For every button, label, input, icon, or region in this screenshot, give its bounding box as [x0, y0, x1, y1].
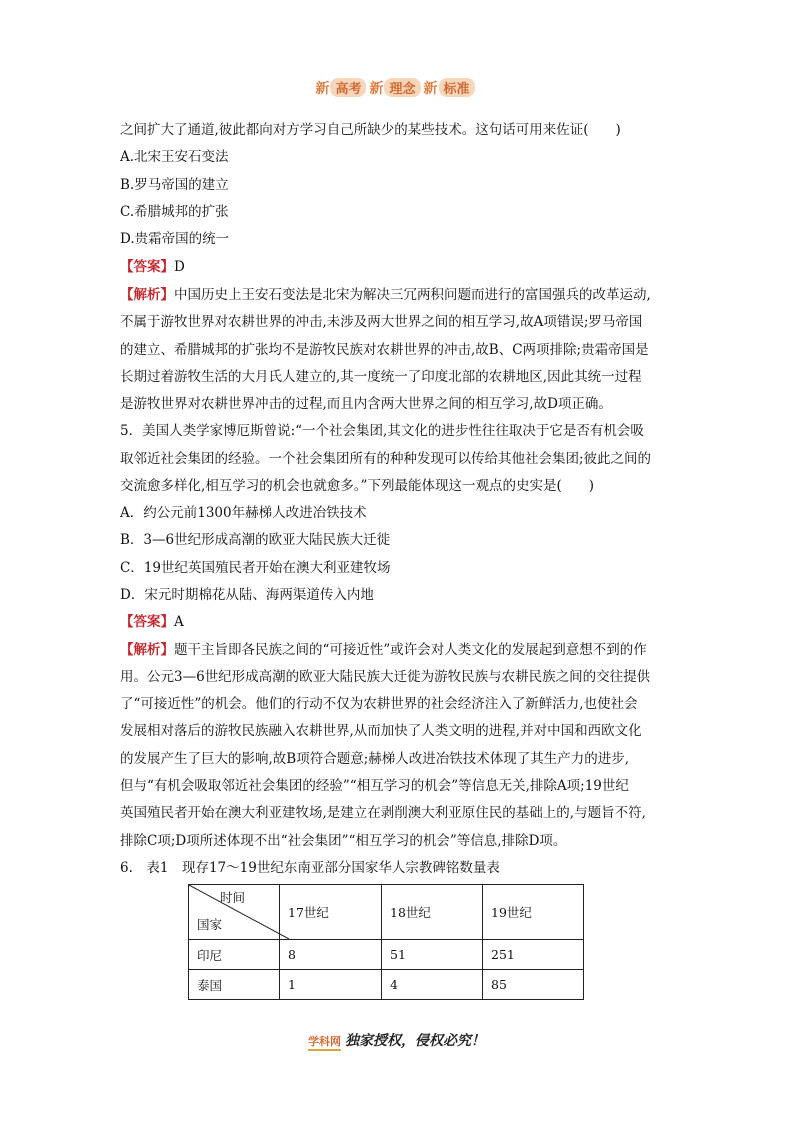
corner-cell: [189, 885, 280, 940]
header-pill-gaokao: 高考: [330, 78, 366, 97]
q4-analysis-line: [120, 285, 651, 305]
corner-top-label: 时间: [219, 890, 245, 905]
q5-analysis-line: 英国殖民者开始在澳大利亚建牧场,是建立在剥削澳大利亚原住民的基础上的,与题旨不符,: [120, 805, 646, 821]
analysis-text: 中国历史上王安石变法是北宋为解决三冗两积问题而进行的富国强兵的改革运动,: [174, 287, 651, 303]
value-cell: 251: [483, 940, 584, 970]
q5-option-b: B．3—6世纪形成高潮的欧亚大陆民族大迁徙: [120, 532, 391, 548]
country-cell: 泰国: [189, 970, 280, 1000]
column-header: 17世纪: [280, 885, 382, 940]
value-cell: 51: [382, 940, 483, 970]
answer-value: D: [174, 259, 185, 275]
value-cell: 85: [483, 970, 584, 1000]
value-cell: 1: [280, 970, 382, 1000]
page-header: [0, 78, 793, 98]
copyright-text: 独家授权，侵权必究！: [345, 1033, 485, 1049]
q5-analysis-line: 排除C项;D项所述体现不出“社会集团”“相互学习的机会”等信息,排除D项。: [120, 833, 567, 849]
value-cell: 8: [280, 940, 382, 970]
question-text-line: 之间扩大了通道,彼此都向对方学习自己所缺少的某些技术。这句话可用来佐证( ): [120, 122, 621, 138]
q5-analysis-line: [120, 640, 647, 660]
table-row: [189, 940, 584, 970]
q4-analysis-line: 不属于游牧世界对农耕世界的冲击,未涉及两大世界之间的相互学习,故A项错误;罗马帝国: [120, 314, 643, 330]
q5-stem-line: 5．美国人类学家博厄斯曾说:“一个社会集团,其文化的进步性往往取决于它是否有机会吸: [120, 423, 644, 439]
table-row: [189, 970, 584, 1000]
q5-answer: [120, 612, 184, 632]
q4-analysis-line: 长期过着游牧生活的大月氏人建立的,其一度统一了印度北部的农耕地区,因此其统一过程: [120, 369, 642, 385]
country-cell: 印尼: [189, 940, 280, 970]
header-xin: 新: [315, 81, 330, 97]
corner-bottom-label: 国家: [197, 917, 223, 932]
column-header: 18世纪: [382, 885, 483, 940]
answer-tag: 【答案】: [120, 259, 174, 275]
q5-analysis-line: 的发展产生了巨大的影响,故B项符合题意;赫梯人改进冶铁技术体现了其生产力的进步,: [120, 751, 630, 767]
q5-analysis-line: 发展相对落后的游牧民族融入农耕世界,从而加快了人类文明的进程,并对中国和西欧文化: [120, 723, 642, 739]
header-pill-linian: 理念: [384, 78, 420, 97]
option-b: B.罗马帝国的建立: [120, 177, 229, 193]
header-xin: 新: [423, 81, 438, 97]
q5-analysis-line: 了“可接近性”的机会。他们的行动不仅为农耕世界的社会经济注入了新鲜活力,也使社会: [120, 696, 638, 712]
page-footer: [0, 1030, 793, 1051]
header-xin: 新: [369, 81, 384, 97]
analysis-tag: 【解析】: [120, 287, 174, 303]
header-pill-biaozhun: 标准: [439, 78, 475, 97]
q5-stem-line: 交流愈多样化,相互学习的机会也就愈多。”下列最能体现这一观点的史实是( ): [120, 478, 594, 494]
option-a: A.北宋王安石变法: [120, 149, 229, 165]
option-c: C.希腊城邦的扩张: [120, 204, 229, 220]
q4-analysis-line: 是游牧世界对农耕世界冲击的过程,而且内含两大世界之间的相互学习,故D项正确。: [120, 396, 612, 412]
site-logo: 学科网: [308, 1033, 341, 1051]
q5-analysis-line: 用。公元3—6世纪形成高潮的欧亚大陆民族大迁徙为游牧民族与农耕民族之间的交往提供: [120, 669, 651, 685]
answer-tag: 【答案】: [120, 614, 174, 630]
analysis-tag: 【解析】: [120, 642, 174, 658]
q4-analysis-line: 的建立、希腊城邦的扩张均不是游牧民族对农耕世界的冲击,故B、C两项排除;贵霜帝国是: [120, 342, 649, 358]
q6-title: 6. 表1 现存17～19世纪东南亚部分国家华人宗教碑铭数量表: [120, 860, 500, 876]
value-cell: 4: [382, 970, 483, 1000]
q5-option-c: C．19世纪英国殖民者开始在澳大利亚建牧场: [120, 560, 391, 576]
q5-analysis-line: 但与“有机会吸取邻近社会集团的经验”“相互学习的机会”等信息无关,排除A项;19世纪: [120, 778, 629, 794]
data-table: [188, 884, 584, 1000]
column-header: 19世纪: [483, 885, 584, 940]
answer-value: A: [174, 614, 184, 630]
analysis-text: 题干主旨即各民族之间的“可接近性”或许会对人类文化的发展起到意想不到的作: [174, 642, 647, 658]
table-header-row: [189, 885, 584, 940]
option-d: D.贵霜帝国的统一: [120, 231, 230, 247]
q5-option-d: D．宋元时期棉花从陆、海两渠道传入内地: [120, 587, 374, 603]
q4-answer: [120, 257, 185, 277]
q5-option-a: A．约公元前1300年赫梯人改进冶铁技术: [120, 505, 367, 521]
q5-stem-line: 取邻近社会集团的经验。一个社会集团所有的种种发现可以传给其他社会集团;彼此之间的: [120, 451, 652, 467]
